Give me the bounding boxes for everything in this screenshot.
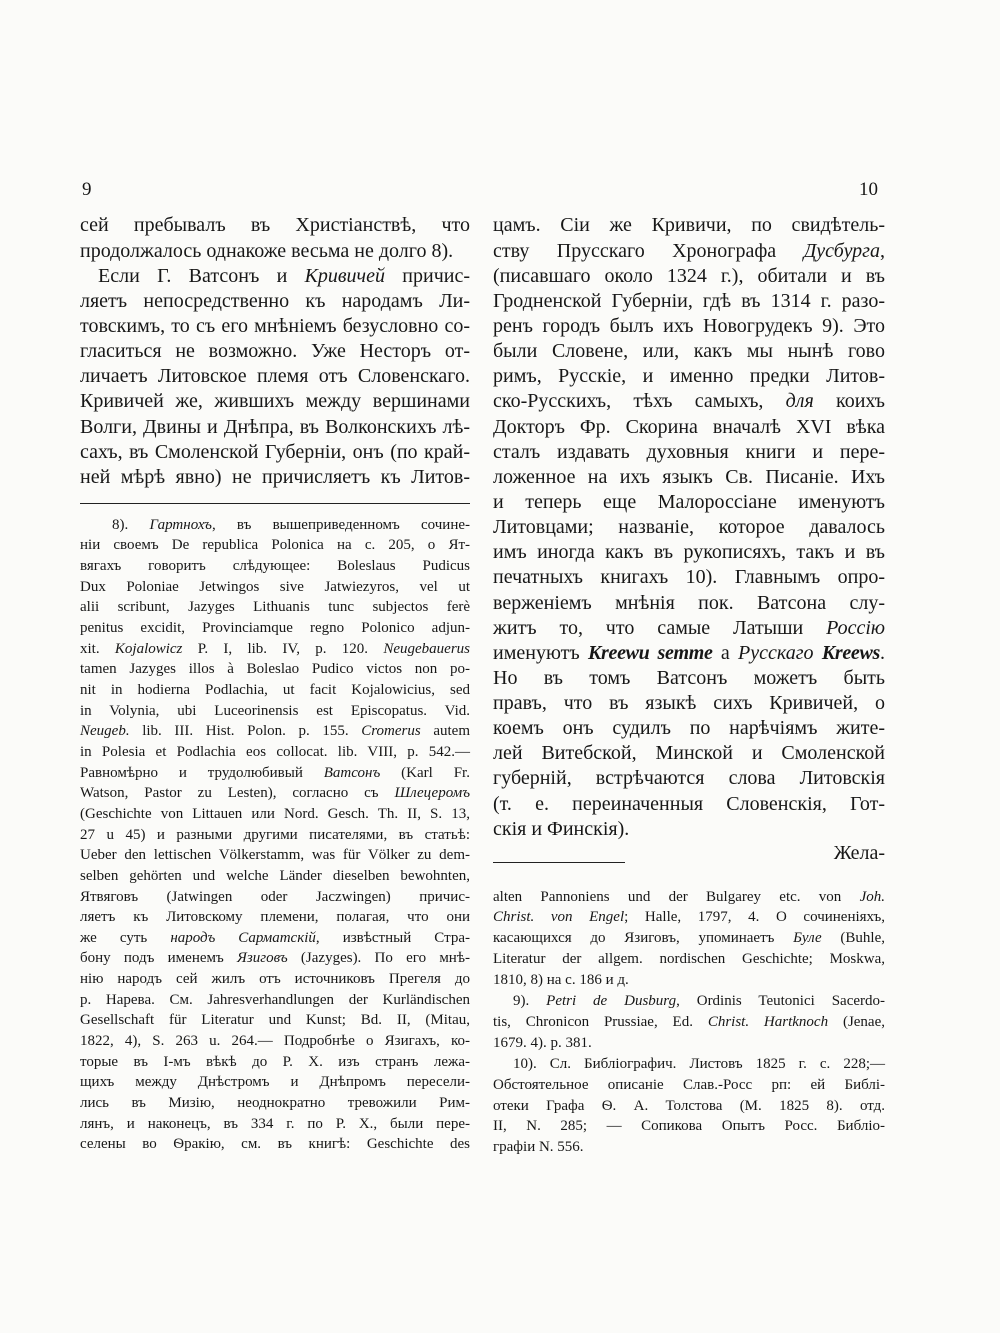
footnote-rule-right bbox=[493, 862, 625, 863]
text-line bbox=[493, 591, 885, 616]
italic-text: Шлецеромъ bbox=[394, 785, 470, 802]
text-line bbox=[80, 721, 470, 742]
text-segment: alii scribunt, Jazyges Lithuanis tunc subjectos ferè bbox=[80, 599, 470, 616]
text-line bbox=[80, 1010, 470, 1031]
text-line bbox=[80, 339, 470, 364]
text-segment: (писавшаго около 1324 г.), обитали и въ bbox=[493, 264, 885, 287]
text-line bbox=[493, 716, 885, 741]
italic-text: Ватсонъ bbox=[323, 764, 381, 781]
text-line bbox=[80, 239, 470, 264]
text-segment: сей пребывалъ въ Христіанствѣ, что bbox=[80, 214, 470, 237]
italic-text: Кривичей bbox=[304, 264, 385, 287]
text-line bbox=[493, 616, 885, 641]
catchword: Жела- bbox=[833, 842, 885, 865]
text-line bbox=[80, 659, 470, 680]
text-segment: нію народъ сей жилъ отъ источниковъ Прегеля до bbox=[80, 971, 470, 988]
text-line bbox=[493, 1033, 885, 1054]
text-line bbox=[493, 1137, 885, 1158]
text-line bbox=[493, 641, 885, 666]
text-line bbox=[493, 1012, 885, 1033]
text-line bbox=[493, 691, 885, 716]
text-segment: , Ordinis Teutonici Sacerdo- bbox=[676, 993, 886, 1010]
text-line bbox=[80, 887, 470, 908]
text-segment: римъ, Русскіе, и именно предки Литов- bbox=[493, 365, 885, 388]
text-segment: ренъ городъ былъ ихъ Новогрудекъ 9). Это bbox=[493, 314, 885, 337]
text-segment: Гродненской Губерніи, гдѣ въ 1314 г. разо- bbox=[493, 289, 885, 312]
text-line bbox=[80, 577, 470, 598]
italic-text: для bbox=[785, 390, 814, 413]
text-segment: penitus excidit, Provinciamque regno Polonico adjun- bbox=[80, 619, 470, 636]
text-segment: коемъ онъ судилъ по нарѣчіямъ жите- bbox=[493, 717, 885, 740]
text-line bbox=[493, 666, 885, 691]
text-line bbox=[493, 949, 885, 970]
text-segment: 27 u 45) и разными другими писателями, въ статьѣ: bbox=[80, 826, 470, 843]
italic-text: Гартнохъ bbox=[149, 516, 212, 533]
text-segment: (Jazyges). По его мнѣ- bbox=[287, 950, 470, 967]
italic-text: Язиговъ bbox=[237, 950, 288, 967]
text-line bbox=[80, 948, 470, 969]
text-line bbox=[493, 339, 885, 364]
text-segment: личаетъ Литовское племя отъ Словенскаго. bbox=[80, 365, 470, 388]
text-segment: имъ иногда какъ въ рукописяхъ, такъ и въ bbox=[493, 541, 885, 564]
text-line bbox=[80, 804, 470, 825]
text-segment: верженіемъ мнѣнія пок. Ватсона слу- bbox=[493, 591, 885, 614]
text-line bbox=[80, 1031, 470, 1052]
text-segment: alten Pannoniens und der Bulgarey etc. von bbox=[493, 888, 860, 905]
text-segment: 1822, 4), S. 263 u. 264.— Подробнѣе о Язигахъ, ко- bbox=[80, 1033, 470, 1050]
text-segment: и теперь еще Малороссіане именуютъ bbox=[493, 490, 885, 513]
text-segment: торые въ I-мъ вѣкѣ до Р. Х. изъ странъ лежа- bbox=[80, 1053, 470, 1070]
text-segment: (Karl Fr. bbox=[380, 764, 470, 781]
text-segment: Dux Poloniae Jetwingos sive Jatwiezyros, vel ut bbox=[80, 578, 470, 595]
text-segment: Watson, Pastor zu Lesten), согласно съ bbox=[80, 785, 395, 802]
text-segment: lib. III. Hist. Polon. p. 155. bbox=[129, 723, 362, 740]
text-segment: ніи своемъ De republica Polonica на с. 205, о Ят- bbox=[80, 537, 470, 554]
text-line bbox=[493, 364, 885, 389]
text-line bbox=[493, 515, 885, 540]
text-line bbox=[80, 1052, 470, 1073]
text-line bbox=[493, 1054, 885, 1075]
text-segment bbox=[814, 642, 822, 664]
text-segment: отеки Графа Ѳ. А. Толстова (М. 1825 8). отд. bbox=[493, 1097, 885, 1114]
text-line bbox=[493, 817, 885, 842]
text-line bbox=[80, 289, 470, 314]
text-segment: Ятвяговъ (Jatwingen oder Jaczwingen) причис- bbox=[80, 888, 470, 905]
text-segment: in Volynia, ubi Luceorinensis est Episcopatus. Vid. bbox=[80, 702, 470, 719]
text-line bbox=[493, 540, 885, 565]
text-line bbox=[493, 490, 885, 515]
italic-text: Дусбурга bbox=[803, 239, 880, 262]
text-segment: 8). bbox=[112, 516, 150, 533]
text-segment: ству Прусскаго Хронографа bbox=[493, 239, 804, 262]
text-segment: (Jenae, bbox=[828, 1013, 886, 1030]
text-segment: 9). bbox=[513, 993, 547, 1010]
text-line bbox=[80, 1093, 470, 1114]
text-segment: selben gehörten und welche Länder dieselben bewohnten, bbox=[80, 867, 470, 884]
text-segment: Ueber den lettischen Völkerstamm, was für Völker zu dem- bbox=[80, 847, 470, 864]
left-column-footnotes bbox=[80, 515, 470, 1155]
text-line bbox=[80, 264, 470, 289]
text-line bbox=[80, 597, 470, 618]
text-line bbox=[80, 213, 470, 238]
text-line bbox=[493, 440, 885, 465]
text-segment: Если Г. Ватсонъ и bbox=[98, 264, 305, 287]
text-line bbox=[493, 389, 885, 414]
text-segment: Gesellschaft für Literatur und Kunst; Bd. II, (Mitau, bbox=[80, 1012, 470, 1029]
text-segment: цамъ. Сіи же Кривичи, по свидѣтель- bbox=[493, 214, 885, 237]
text-line bbox=[80, 928, 470, 949]
blackletter-text: Kreews bbox=[821, 641, 881, 664]
text-segment: губерній, встрѣчаются слова Литовскія bbox=[493, 767, 885, 790]
text-line bbox=[80, 618, 470, 639]
text-segment: коихъ bbox=[813, 390, 886, 413]
text-segment: ней мѣрѣ явно) не причисляетъ къ Литов- bbox=[80, 465, 470, 488]
text-line bbox=[80, 1114, 470, 1135]
text-segment: Но въ томъ Ватсонъ можетъ быть bbox=[493, 666, 885, 689]
italic-text: Neugebauerus bbox=[383, 640, 471, 657]
text-segment: , bbox=[880, 239, 885, 262]
text-line bbox=[80, 990, 470, 1011]
text-line bbox=[80, 1134, 470, 1155]
text-line bbox=[80, 440, 470, 465]
text-line bbox=[493, 314, 885, 339]
text-segment: in Polesia et Podlachia eos collocat. lib. VIII, p. 542.— bbox=[80, 743, 470, 760]
text-segment: бону подъ именемъ bbox=[80, 950, 237, 967]
italic-text: народъ Сарматскій bbox=[170, 929, 316, 946]
italic-text: Christ. von Engel bbox=[493, 909, 625, 926]
text-segment: селены во Ѳракію, см. въ книгѣ: Geschichte des bbox=[80, 1136, 470, 1153]
text-segment: печатныхъ книгахъ 10). Главнымъ опро- bbox=[493, 566, 885, 589]
italic-text: Petri de Dusburg bbox=[546, 993, 677, 1010]
italic-text: Neugeb. bbox=[80, 723, 130, 740]
text-segment: вягахъ говоритъ слѣдующее: Boleslaus Pudicus bbox=[80, 558, 470, 574]
text-line bbox=[80, 763, 470, 784]
text-line bbox=[493, 415, 885, 440]
italic-text: Christ. Hartknoch bbox=[707, 1013, 829, 1030]
text-segment: ско-Русскихъ, тѣхъ самыхъ, bbox=[493, 390, 786, 413]
text-line bbox=[493, 970, 885, 991]
text-segment: xit. bbox=[80, 640, 115, 657]
text-line bbox=[80, 535, 470, 556]
text-segment: товскимъ, то съ его мнѣніемъ безусловно со- bbox=[80, 314, 470, 337]
text-line bbox=[493, 792, 885, 817]
text-segment: ляетъ непосредственно къ народамъ Ли- bbox=[80, 289, 470, 312]
text-line bbox=[493, 213, 885, 238]
text-segment: Обстоятельное описаніе Слав.-Росс рп: ей Библі- bbox=[493, 1076, 885, 1093]
text-segment: (Geschichte von Littauen или Nord. Gesch. Th. II, S. 13, bbox=[80, 805, 470, 822]
text-segment: tis, Chronicon Prussiae, Ed. bbox=[493, 1013, 708, 1030]
italic-text: Joh. bbox=[859, 888, 885, 905]
text-segment: касающихся до Язиговъ, упоминаетъ bbox=[493, 930, 794, 947]
text-line bbox=[493, 887, 885, 908]
text-segment: Кривичей же, жившихъ между вершинами bbox=[80, 390, 470, 413]
text-line bbox=[493, 907, 885, 928]
text-segment: лись въ Мизію, неоднократно тревожили Рим- bbox=[80, 1095, 470, 1112]
text-segment: правъ, что въ языкѣ сихъ Кривичей, о bbox=[493, 692, 885, 715]
page-number-left: 9 bbox=[82, 179, 92, 200]
text-line bbox=[80, 866, 470, 887]
text-line bbox=[493, 565, 885, 590]
text-segment: лянъ, и наконецъ, въ 334 г. по Р. Х., были пере- bbox=[80, 1115, 470, 1132]
text-segment: ; Halle, 1797, 4. О сочиненіяхъ, bbox=[624, 909, 885, 926]
text-line bbox=[493, 1096, 885, 1117]
italic-text: Россію bbox=[826, 616, 885, 639]
text-segment: гласиться не возможно. Уже Несторъ от- bbox=[80, 340, 470, 363]
text-segment: а bbox=[712, 641, 739, 664]
text-segment: сахъ, въ Смоленской Губерніи, онъ (по край- bbox=[80, 440, 470, 463]
text-line bbox=[493, 264, 885, 289]
text-segment: Литовцами; названіе, которое давалось bbox=[493, 516, 885, 539]
text-segment: графіи N. 556. bbox=[493, 1139, 584, 1156]
text-line bbox=[80, 845, 470, 866]
text-line bbox=[80, 969, 470, 990]
italic-text: Kojalowicz bbox=[114, 640, 183, 657]
text-line bbox=[493, 1075, 885, 1096]
text-line bbox=[80, 701, 470, 722]
text-segment: autem bbox=[420, 723, 470, 740]
text-line bbox=[80, 415, 470, 440]
text-line bbox=[80, 680, 470, 701]
right-column-footnotes bbox=[493, 887, 885, 1159]
text-line bbox=[80, 742, 470, 763]
text-line bbox=[493, 741, 885, 766]
blackletter-text: Kreewu semme bbox=[587, 641, 713, 664]
text-segment: скія и Финскія). bbox=[493, 817, 630, 840]
left-column-body-text bbox=[80, 213, 470, 490]
text-line bbox=[80, 515, 470, 536]
text-segment: Волги, Двины и Днѣпра, въ Волконскихъ лѣ- bbox=[80, 415, 470, 438]
text-segment: 10). Сл. Библіографич. Листовъ 1825 г. с. 228;— bbox=[513, 1055, 885, 1072]
text-segment: ляетъ къ Литовскому племени, полагая, что они bbox=[80, 909, 470, 926]
text-segment: продолжалось однакоже весьма не долго 8). bbox=[80, 239, 454, 262]
text-line bbox=[80, 825, 470, 846]
text-segment: . bbox=[880, 641, 886, 664]
text-line bbox=[80, 1072, 470, 1093]
text-segment: же суть bbox=[80, 929, 171, 946]
text-line bbox=[493, 1116, 885, 1137]
text-line bbox=[493, 766, 885, 791]
text-segment: Докторъ Фр. Скорина вначалѣ XVI вѣка bbox=[493, 415, 885, 438]
text-line bbox=[80, 783, 470, 804]
text-segment: , въ вышеприведенномъ сочине- bbox=[211, 516, 470, 533]
text-line bbox=[493, 289, 885, 314]
text-line bbox=[80, 907, 470, 928]
italic-text: Буле bbox=[793, 930, 822, 947]
text-segment: сталъ издавать духовныя книги и пере- bbox=[493, 440, 885, 463]
text-line bbox=[493, 465, 885, 490]
text-line bbox=[80, 389, 470, 414]
text-segment: Literatur der allgem. nordischen Geschichte; Moskwa, bbox=[493, 951, 885, 968]
text-line bbox=[493, 991, 885, 1012]
text-line bbox=[493, 239, 885, 264]
italic-text: Русскаго bbox=[738, 641, 814, 664]
right-column-body-text bbox=[493, 213, 885, 842]
text-segment: tamen Jazyges illos à Boleslao Pudico victos non po- bbox=[80, 661, 470, 678]
text-line bbox=[80, 639, 470, 660]
text-segment: II, N. 285; — Сопикова Опытъ Росс. Библіо- bbox=[493, 1118, 885, 1135]
text-segment: P. I, lib. IV, p. 120. bbox=[182, 640, 384, 657]
text-segment: именуютъ bbox=[493, 641, 588, 664]
text-segment: , извѣстный Стра- bbox=[315, 929, 470, 946]
text-segment: причис- bbox=[384, 264, 470, 287]
italic-text: Cromerus bbox=[361, 723, 421, 740]
text-segment: р. Нарева. См. Jahresverhandlungen der Kurländischen bbox=[80, 991, 470, 1008]
text-segment: (т. е. переиначенныя Словенскія, Гот- bbox=[493, 792, 885, 815]
text-segment: щихъ между Днѣстромъ и Днѣпромъ пересели- bbox=[80, 1074, 470, 1091]
text-segment: 1679. 4). p. 381. bbox=[493, 1034, 592, 1051]
text-segment: nit in hodierna Podlachia, ut facit Kojalowicius, sed bbox=[80, 681, 470, 698]
text-segment: 1810, 8) на с. 186 и д. bbox=[493, 972, 629, 989]
page-number-right: 10 bbox=[859, 179, 878, 200]
text-line bbox=[80, 556, 470, 577]
text-segment: ложенное на ихъ языкъ Св. Писаніе. Ихъ bbox=[493, 465, 885, 488]
text-segment: лей Витебской, Минской и Смоленской bbox=[493, 742, 885, 765]
text-segment: (Buhle, bbox=[821, 930, 886, 947]
text-segment: были Словене, или, какъ мы нынѣ гово bbox=[493, 340, 885, 363]
footnote-rule-left bbox=[80, 503, 470, 504]
text-line bbox=[80, 314, 470, 339]
text-line bbox=[80, 465, 470, 490]
text-segment: Равномѣрно и трудолюбивый bbox=[80, 764, 324, 781]
text-line bbox=[493, 928, 885, 949]
text-line bbox=[80, 364, 470, 389]
text-segment: житъ то, что самые Латыши bbox=[493, 616, 827, 639]
